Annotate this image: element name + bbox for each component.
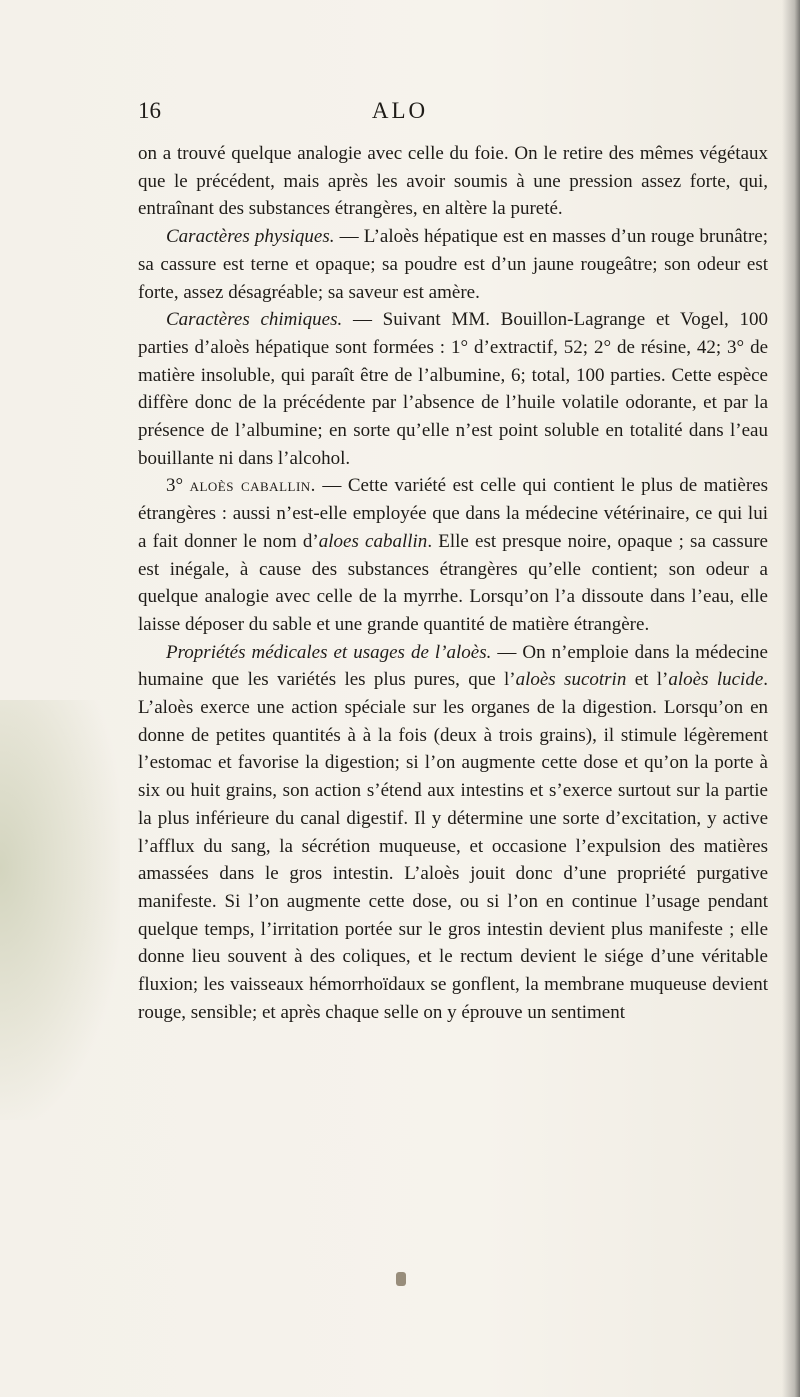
paragraph-3-text: — Suivant MM. Bouillon-Lagrange et Vogel, 100 parties d’aloès hépatique sont formées : 1° d’extractif, 52; 2° de résine, 42; 3° de matière insoluble, qui paraît être de l’albumine, 6; total, 100 parties. Cette espèce diffère donc de la précédente par l’absence de l’huile volatile odorante, et par la présence de l’albumine; en sorte qu’elle n’est point soluble en totalité dans l’eau bouillante ni dans l’alcohol. [138, 309, 768, 469]
paragraph-5-text-b: et l’ [626, 669, 669, 691]
page-header [0, 98, 800, 128]
italic-term-aloes-sucotrin: aloès sucotrin [515, 669, 627, 691]
running-head: ALO [371, 98, 429, 123]
section-label-caballin: aloès caballin. [189, 475, 316, 497]
paragraph-1-text: on a trouvé quelque analogie avec celle du foie. On le retire des mêmes végétaux que le précédent, mais après les avoir soumis à une pression assez forte, qui, entraînant des substances étrangères, en altère la pureté. [138, 143, 768, 220]
paragraph-2-text: — L’aloès hépatique est en masses d’un rouge brunâtre; sa cassure est terne et opaque; sa poudre est d’un jaune rougeâtre; son odeur est forte, assez désagréable; sa saveur est amère. [138, 226, 768, 303]
page-edge-shadow [782, 0, 800, 1397]
paragraph-4-text-b: . Elle est presque noire, opaque ; sa cassure est inégale, à cause des substances étrangères qu’elle contient; son odeur a quelque analogie avec celle de la myrrhe. Lorsqu’on l’a dissoute dans l’eau, elle laisse déposer du sable et une grande quantité de matière étrangère. [138, 530, 768, 635]
paragraph-5-text-c: . L’aloès exerce une action spéciale sur les organes de la digestion. Lorsqu’on en donne de petites quantités à à la fois (deux à trois grains), il stimule légèrement l’estomac et favorise la digestion; si l’on augmente cette dose et qu’on la porte à six ou huit grains, son action s’étend aux intestins et s’exerce surtout sur la partie la plus inférieure du canal digestif. Il y détermine une sorte d’excitation, y active l’afflux du sang, la sécrétion muqueuse, et occasione l’expulsion des matières amassées dans le gros intestin. L’aloès jouit donc d’une propriété purgative manifeste. Si l’on augmente cette dose, ou si l’on en continue l’usage pendant quelque temps, l’irritation portée sur le gros intestin devient plus manifeste ; elle donne lieu souvent à des coliques, et le rectum devient le siége d’une véritable fluxion; les vaisseaux hémorrhoïdaux se gonflent, la membrane muqueuse devient rouge, sensible; et après chaque selle on y éprouve un sentiment [138, 669, 769, 1023]
body-text [138, 140, 768, 1027]
page-number: 16 [138, 98, 161, 123]
paragraph-chemical-properties [138, 306, 768, 472]
ink-blot [396, 1272, 406, 1286]
section-label-medical: Propriétés médicales et usages de l’aloès. [166, 641, 492, 663]
section-label-physical: Caractères physiques. [166, 226, 335, 248]
italic-term-aloes-lucide: aloès lucide [668, 669, 764, 691]
italic-term-aloes-caballin: aloes caballin [318, 530, 428, 552]
paragraph-5-text-a: — On n’emploie dans la médecine humaine que les variétés les plus pures, que l’ [138, 641, 768, 691]
paragraph-physical-properties [138, 223, 768, 306]
paragraph-4-text-a: — Cette variété est celle qui contient le plus de matières étrangères : aussi n’est-elle employée que dans la médecine vétérinaire, ce qui lui a fait donner le nom d’ [138, 475, 769, 552]
item-number: 3° [166, 475, 184, 497]
paragraph-medical-properties [138, 639, 768, 1027]
paragraph-aloes-caballin [138, 472, 768, 638]
paper-stain [0, 700, 120, 1120]
paragraph-1 [138, 140, 768, 223]
section-label-chemical: Caractères chimiques. [166, 309, 343, 331]
